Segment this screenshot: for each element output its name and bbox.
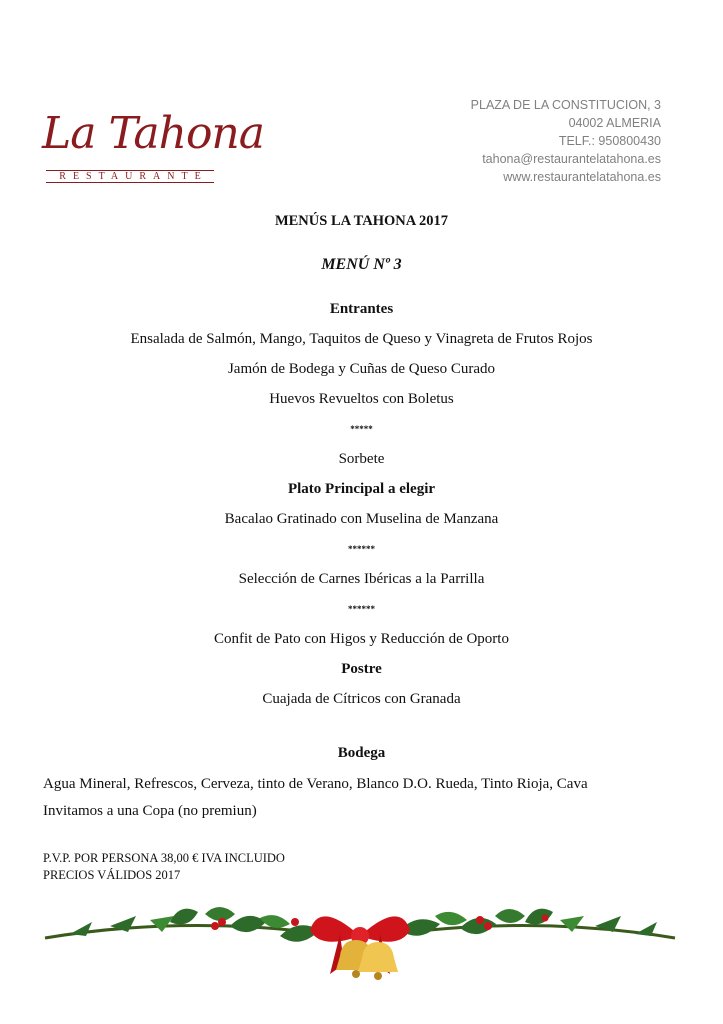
golden-bells	[336, 940, 398, 980]
menu-subtitle: MENÚ Nº 3	[321, 256, 402, 273]
drinks-block	[43, 771, 588, 825]
contact-web[interactable]: www.restaurantelatahona.es	[503, 170, 661, 184]
dessert-item: Cuajada de Cítricos con Granada	[262, 691, 461, 707]
garland-branch-left	[45, 907, 340, 942]
pricing-block	[43, 850, 285, 884]
starters-heading: Entrantes	[329, 301, 394, 317]
contact-address: PLAZA DE LA CONSTITUCION, 3	[470, 98, 661, 112]
sorbet-item: Sorbete	[338, 451, 385, 467]
contact-block	[471, 96, 661, 186]
price-validity: PRECIOS VÁLIDOS 2017	[43, 868, 181, 882]
drinks-list: Agua Mineral, Refrescos, Cerveza, tinto de Verano, Blanco D.O. Rueda, Tinto Rioja, Cava	[43, 776, 588, 792]
christmas-garland-decoration	[40, 896, 680, 996]
contact-email[interactable]: tahona@restaurantelatahona.es	[482, 152, 661, 166]
separator: *****	[350, 424, 373, 434]
menu-section	[0, 206, 723, 714]
logo-subtitle: RESTAURANTE	[46, 170, 214, 183]
contact-phone: TELF.: 950800430	[558, 134, 661, 148]
starter-item: Jamón de Bodega y Cuñas de Queso Curado	[227, 361, 496, 377]
dessert-heading: Postre	[341, 661, 382, 677]
garland-branch-right	[380, 909, 675, 938]
separator: ******	[348, 544, 375, 554]
contact-city: 04002 ALMERIA	[568, 116, 661, 130]
logo-name: La Tahona	[42, 108, 264, 159]
starter-item: Huevos Revueltos con Boletus	[269, 391, 454, 407]
main-heading: Plato Principal a elegir	[287, 481, 436, 497]
main-item: Selección de Carnes Ibéricas a la Parrilla	[238, 571, 485, 587]
restaurant-logo	[42, 104, 264, 186]
price-per-person: P.V.P. POR PERSONA 38,00 € IVA INCLUIDO	[43, 851, 285, 865]
starter-item: Ensalada de Salmón, Mango, Taquitos de Queso y Vinagreta de Frutos Rojos	[130, 331, 593, 347]
bodega-heading: Bodega	[337, 745, 386, 761]
separator: ******	[348, 604, 375, 614]
menu-title: MENÚS LA TAHONA 2017	[274, 213, 449, 229]
main-item: Confit de Pato con Higos y Reducción de Oporto	[214, 631, 509, 647]
main-item: Bacalao Gratinado con Muselina de Manzana	[224, 511, 499, 527]
drinks-invite: Invitamos a una Copa (no premiun)	[43, 803, 257, 819]
